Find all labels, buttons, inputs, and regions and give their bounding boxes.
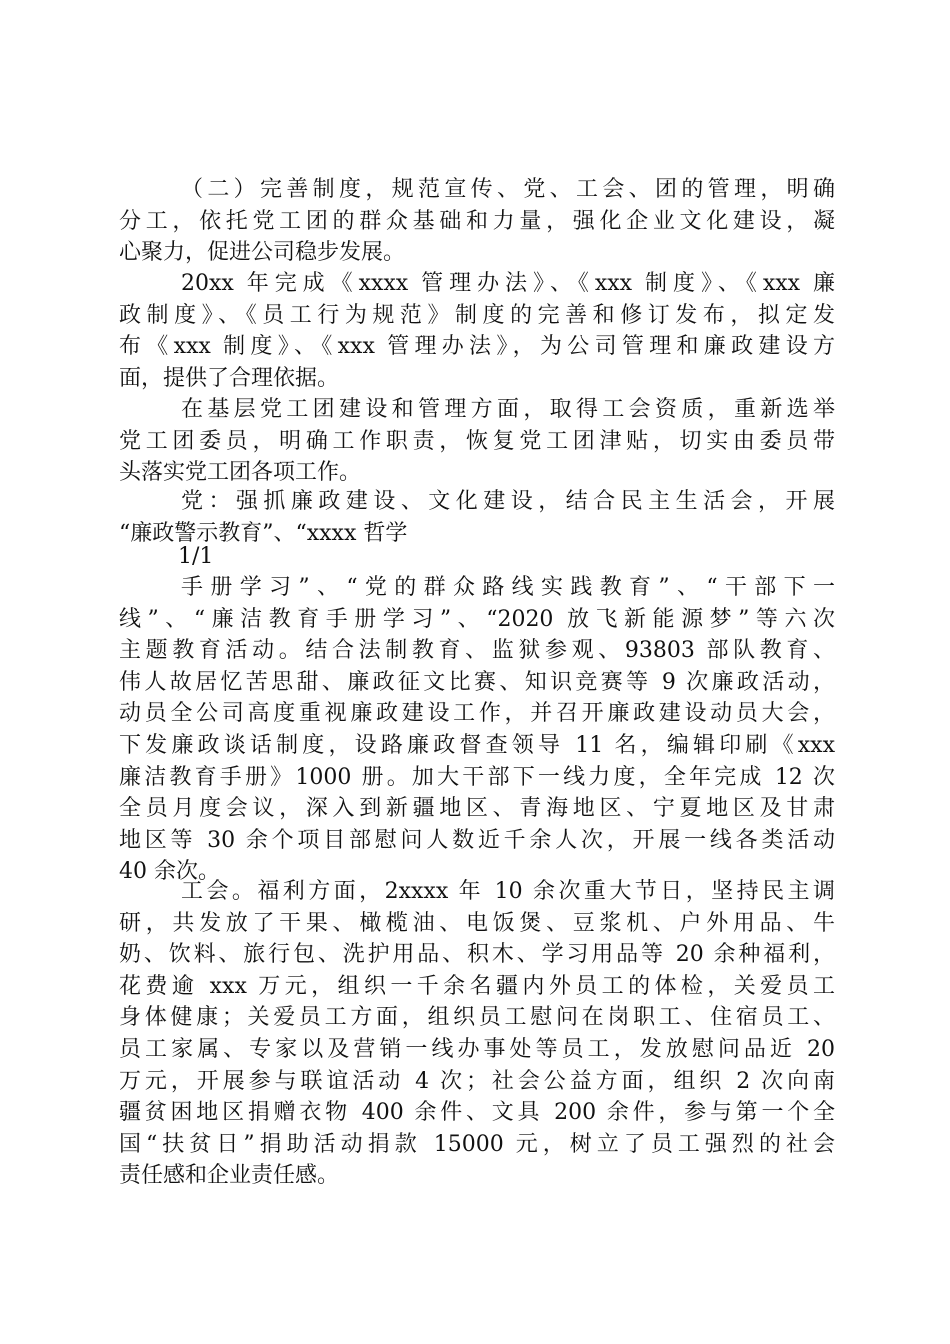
- text-line: 疆贫困地区捐赠衣物 400 余件、文具 200 余件，参与第一个全: [119, 1100, 835, 1126]
- text-line: 工会。福利方面，2xxxx 年 10 余次重大节日，坚持民主调: [181, 879, 835, 904]
- text-line: 线”、“廉洁教育手册学习”、“2020 放飞新能源梦”等六次: [119, 606, 835, 632]
- text-line: 伟人故居忆苦思甜、廉政征文比赛、知识竞赛等 9 次廉政活动，: [119, 669, 835, 695]
- text-line: 面，提供了合理依据。: [119, 365, 340, 391]
- text-line: 身体健康；关爱员工方面，组织员工慰问在岗职工、住宿员工、: [119, 1005, 835, 1031]
- paragraph-grassroots: [119, 394, 835, 489]
- text-line: 政制度》、《员工行为规范》制度的完善和修订发布，拟定发: [119, 302, 835, 328]
- text-line: 手册学习”、“党的群众路线实践教育”、“干部下一: [181, 575, 835, 600]
- text-line: 分工，依托党工团的群众基础和力量，强化企业文化建设，凝: [119, 208, 835, 234]
- paragraph-party: [119, 486, 835, 549]
- text-line: “廉政警示教育”、“xxxx 哲学: [119, 520, 408, 546]
- text-line: 廉洁教育手册》1000 册。加大干部下一线力度，全年完成 12 次: [119, 764, 835, 790]
- text-line: 责任感和企业责任感。: [119, 1163, 340, 1189]
- paragraph-system-improvement: [119, 174, 835, 269]
- text-line: 研，共发放了干果、橄榄油、电饭煲、豆浆机、户外用品、牛: [119, 910, 835, 936]
- text-line: 头落实党工团各项工作。: [119, 460, 362, 486]
- paragraph-regulations: [119, 268, 835, 394]
- text-line: （二）完善制度，规范宣传、党、工会、团的管理，明确: [181, 177, 835, 202]
- text-line: 万元，开展参与联谊活动 4 次；社会公益方面，组织 2 次向南: [119, 1068, 835, 1094]
- text-line: 主题教育活动。结合法制教育、监狱参观、93803 部队教育、: [119, 638, 835, 664]
- paragraph-education-activities: [119, 572, 835, 888]
- text-line: 花费逾 xxx 万元，组织一千余名疆内外员工的体检，关爱员工: [119, 973, 835, 999]
- text-line: 员工家属、专家以及营销一线办事处等员工，发放慰问品近 20: [119, 1036, 835, 1062]
- text-line: 40 余次。: [119, 859, 220, 885]
- paragraph-labor-union: [119, 876, 835, 1192]
- text-line: 党工团委员，明确工作职责，恢复党工团津贴，切实由委员带: [119, 428, 835, 454]
- text-line: 国“扶贫日”捐助活动捐款 15000 元，树立了员工强烈的社会: [119, 1131, 835, 1157]
- text-line: 奶、饮料、旅行包、洗护用品、积木、学习用品等 20 余种福利，: [119, 942, 835, 968]
- text-line: 地区等 30 余个项目部慰问人数近千余人次，开展一线各类活动: [119, 827, 835, 853]
- text-line: 心聚力，促进公司稳步发展。: [119, 240, 406, 266]
- page-number: 1/1: [178, 544, 214, 569]
- text-line: 布《xxx 制度》、《xxx 管理办法》，为公司管理和廉政建设方: [119, 334, 835, 360]
- text-line: 在基层党工团建设和管理方面，取得工会资质，重新选举: [181, 397, 835, 422]
- text-line: 全员月度会议，深入到新疆地区、青海地区、宁夏地区及甘肃: [119, 796, 835, 822]
- text-line: 下发廉政谈话制度，设路廉政督查领导 11 名，编辑印刷《xxx: [119, 732, 835, 758]
- text-line: 动员全公司高度重视廉政建设工作，并召开廉政建设动员大会，: [119, 701, 835, 727]
- text-line: 20xx 年完成《xxxx 管理办法》、《xxx 制度》、《xxx 廉: [181, 271, 835, 296]
- text-line: 党：强抓廉政建设、文化建设，结合民主生活会，开展: [181, 489, 835, 514]
